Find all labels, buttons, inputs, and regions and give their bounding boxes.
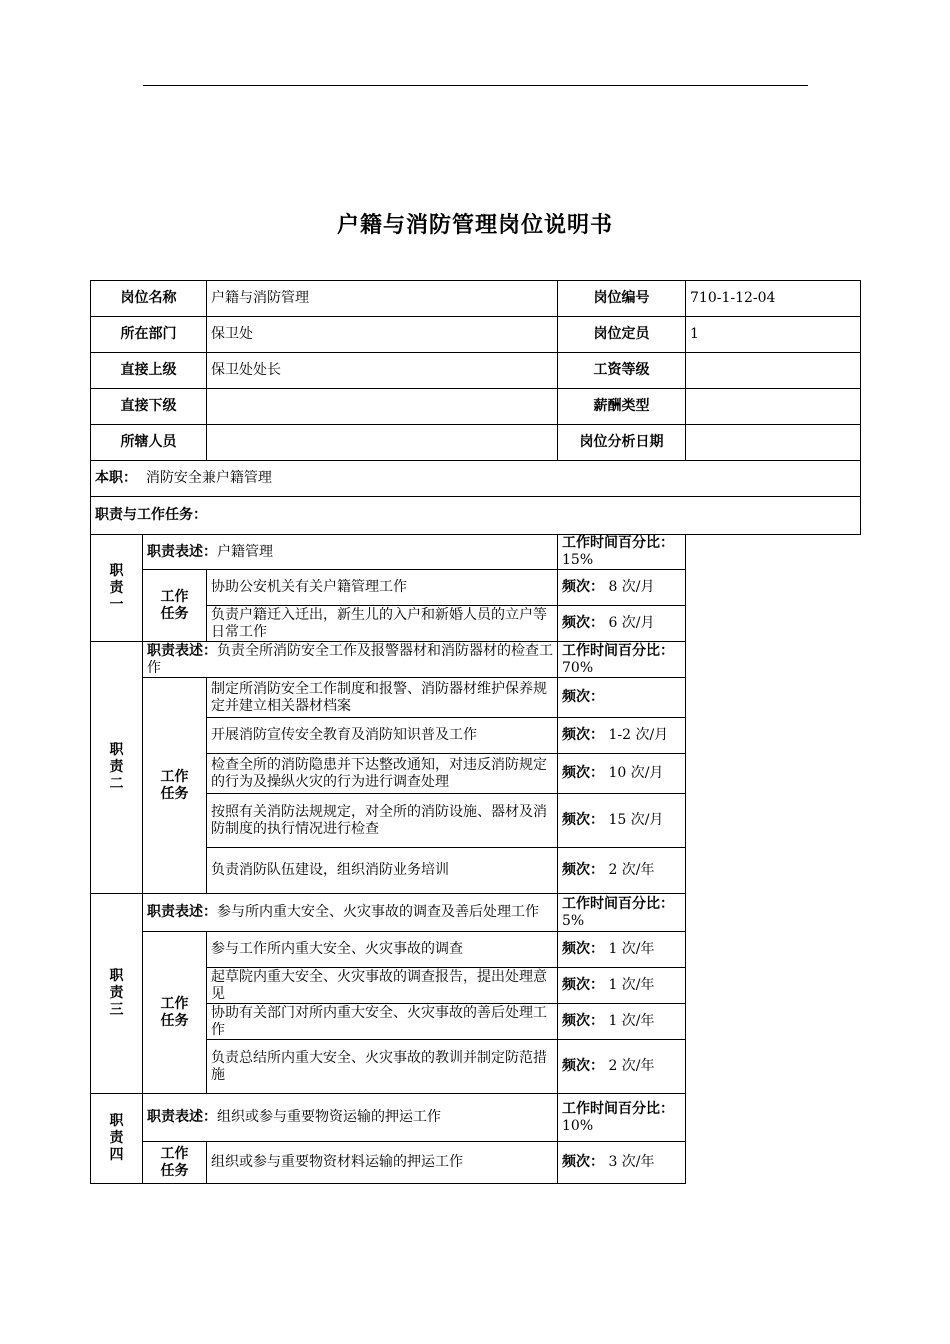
- task-frequency: 频次： 2 次/年: [558, 1040, 686, 1094]
- task-frequency: 频次： 2 次/年: [558, 848, 686, 894]
- task-row: [91, 718, 861, 754]
- superior-value: 保卫处处长: [207, 353, 558, 389]
- section-percent: 工作时间百分比：5%: [558, 894, 686, 932]
- section-desc-row: [91, 642, 861, 678]
- task-row: [91, 754, 861, 794]
- task-text: 开展消防宣传安全教育及消防知识普及工作: [207, 718, 558, 754]
- task-row: [91, 606, 861, 642]
- section-desc: 职责表述：参与所内重大安全、火灾事故的调查及善后处理工作: [143, 894, 558, 932]
- section-percent: 工作时间百分比：70%: [558, 642, 686, 678]
- staff-value: [207, 425, 558, 461]
- task-row: [91, 1040, 861, 1094]
- task-text: 协助公安机关有关户籍管理工作: [207, 570, 558, 606]
- superior-label: 直接上级: [91, 353, 207, 389]
- grade-value: [686, 353, 861, 389]
- tasks-label: 工作 任务: [143, 678, 207, 894]
- dept-value: 保卫处: [207, 317, 558, 353]
- staff-label: 所辖人员: [91, 425, 207, 461]
- document-title: 户籍与消防管理岗位说明书: [336, 213, 613, 238]
- section-desc-row: [91, 894, 861, 932]
- subordinate-label: 直接下级: [91, 389, 207, 425]
- duty-row: [91, 461, 861, 497]
- task-row: [91, 570, 861, 606]
- top-rule: [143, 85, 808, 86]
- task-text: 负责消防队伍建设，组织消防业务培训: [207, 848, 558, 894]
- header-row: [91, 317, 861, 353]
- task-text: 负责户籍迁入迁出，新生儿的入户和新婚人员的立户等日常工作: [207, 606, 558, 642]
- task-frequency: 频次： 10 次/月: [558, 754, 686, 794]
- duty-label: 本职：: [95, 470, 137, 486]
- section-desc: 职责表述：户籍管理: [143, 535, 558, 570]
- task-frequency: 频次： 1 次/年: [558, 968, 686, 1004]
- task-row: [91, 932, 861, 968]
- task-row: [91, 678, 861, 718]
- dept-label: 所在部门: [91, 317, 207, 353]
- pay-type-value: [686, 389, 861, 425]
- section-side-label: 职 责 四: [91, 1094, 143, 1184]
- section-side-label: 职 责 三: [91, 894, 143, 1094]
- section-side-label: 职 责 一: [91, 535, 143, 642]
- quota-label: 岗位定员: [558, 317, 686, 353]
- section-side-label: 职 责 二: [91, 642, 143, 894]
- tasks-label: 工作 任务: [143, 932, 207, 1094]
- task-row: [91, 1004, 861, 1040]
- duty-text: 消防安全兼户籍管理: [145, 470, 272, 486]
- task-text: 制定所消防安全工作制度和报警、消防器材维护保养规定并建立相关器材档案: [207, 678, 558, 718]
- task-frequency: 频次： 3 次/年: [558, 1142, 686, 1184]
- task-text: 负责总结所内重大安全、火灾事故的教训并制定防范措施: [207, 1040, 558, 1094]
- analysis-date-label: 岗位分析日期: [558, 425, 686, 461]
- task-text: 协助有关部门对所内重大安全、火灾事故的善后处理工作: [207, 1004, 558, 1040]
- task-text: 检查全所的消防隐患并下达整改通知，对违反消防规定的行为及操纵火灾的行为进行调查处理: [207, 754, 558, 794]
- task-row: [91, 968, 861, 1004]
- tasks-label: 工作 任务: [143, 570, 207, 642]
- task-frequency: 频次： 1 次/年: [558, 1004, 686, 1040]
- post-name-value: 户籍与消防管理: [207, 281, 558, 317]
- header-row: [91, 353, 861, 389]
- task-frequency: 频次： 6 次/月: [558, 606, 686, 642]
- tasks-label: 工作 任务: [143, 1142, 207, 1184]
- section-desc-row: [91, 535, 861, 570]
- section-percent: 工作时间百分比：10%: [558, 1094, 686, 1142]
- section-desc: 职责表述：组织或参与重要物资运输的押运工作: [143, 1094, 558, 1142]
- task-row: [91, 794, 861, 848]
- task-frequency: 频次： 15 次/月: [558, 794, 686, 848]
- post-no-label: 岗位编号: [558, 281, 686, 317]
- duty-cell: [91, 461, 861, 497]
- quota-value: 1: [686, 317, 861, 353]
- task-text: 参与工作所内重大安全、火灾事故的调查: [207, 932, 558, 968]
- analysis-date-value: [686, 425, 861, 461]
- section-percent: 工作时间百分比：15%: [558, 535, 686, 570]
- task-text: 按照有关消防法规规定，对全所的消防设施、器材及消防制度的执行情况进行检查: [207, 794, 558, 848]
- section-desc: 职责表述：负责全所消防安全工作及报警器材和消防器材的检查工作: [143, 642, 558, 678]
- task-frequency: 频次： 1-2 次/月: [558, 718, 686, 754]
- responsibilities-title-row: [91, 497, 861, 535]
- post-no-value: 710-1-12-04: [686, 281, 861, 317]
- subordinate-value: [207, 389, 558, 425]
- responsibilities-title: 职责与工作任务：: [91, 497, 861, 535]
- job-description-table: [90, 280, 861, 1184]
- task-frequency: 频次：: [558, 678, 686, 718]
- pay-type-label: 薪酬类型: [558, 389, 686, 425]
- header-row: [91, 281, 861, 317]
- grade-label: 工资等级: [558, 353, 686, 389]
- task-text: 起草院内重大安全、火灾事故的调查报告，提出处理意见: [207, 968, 558, 1004]
- task-row: [91, 1142, 861, 1184]
- task-row: [91, 848, 861, 894]
- section-desc-row: [91, 1094, 861, 1142]
- task-text: 组织或参与重要物资材料运输的押运工作: [207, 1142, 558, 1184]
- task-frequency: 频次： 8 次/月: [558, 570, 686, 606]
- header-row: [91, 389, 861, 425]
- header-row: [91, 425, 861, 461]
- task-frequency: 频次： 1 次/年: [558, 932, 686, 968]
- post-name-label: 岗位名称: [91, 281, 207, 317]
